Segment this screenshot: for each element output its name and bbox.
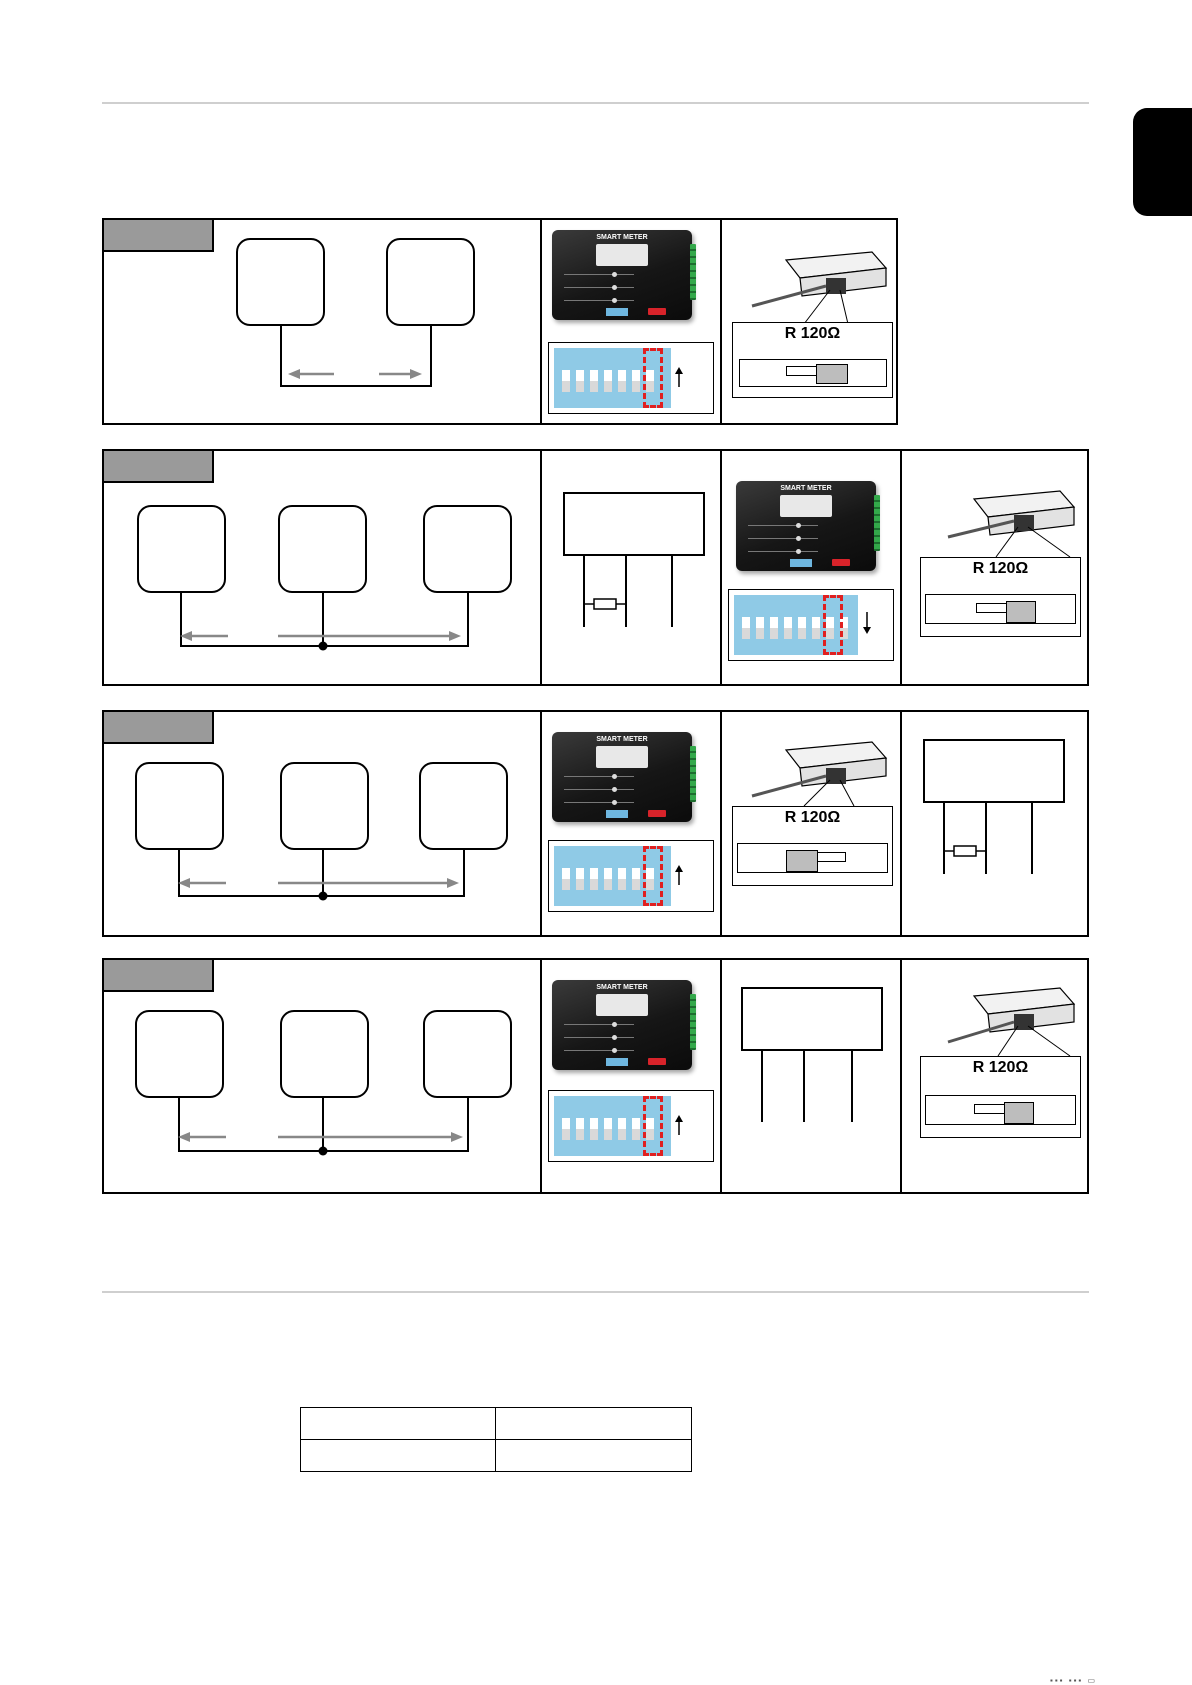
resistor-label: R 120Ω bbox=[972, 560, 1029, 577]
table-cell bbox=[496, 1440, 692, 1472]
table-cell bbox=[301, 1440, 496, 1472]
footer-marks: ▪▪▪ ▪▪▪ ▭ bbox=[1050, 1676, 1098, 1685]
wiring-row-3 bbox=[102, 710, 1089, 937]
meter-dip-cell bbox=[540, 220, 720, 423]
table-cell bbox=[496, 1408, 692, 1440]
table-row bbox=[301, 1440, 692, 1472]
wiring-row-2 bbox=[102, 449, 1089, 686]
table-cell bbox=[301, 1408, 496, 1440]
smart-meter-image: SMART METER bbox=[552, 732, 692, 822]
termination-diagram-cell bbox=[540, 451, 720, 684]
resistor-switch-box bbox=[920, 557, 1081, 637]
spec-table bbox=[300, 1407, 692, 1472]
resistor-switch-box bbox=[732, 322, 893, 398]
language-side-tab[interactable] bbox=[1133, 108, 1192, 216]
meter-dip-cell bbox=[540, 960, 720, 1192]
resistor-switch-on bbox=[816, 364, 848, 384]
resistor-cell bbox=[900, 960, 1089, 1192]
dip-switch-panel bbox=[548, 1090, 714, 1162]
resistor-symbol bbox=[954, 846, 976, 856]
resistor-switch-box bbox=[732, 806, 893, 886]
resistor-label: R 120Ω bbox=[784, 809, 841, 826]
top-rule bbox=[102, 102, 1089, 104]
wiring-row-1 bbox=[102, 218, 898, 425]
dip-switch-panel bbox=[548, 342, 714, 414]
dip-switch-panel bbox=[728, 589, 894, 661]
dip-switch-panel bbox=[548, 840, 714, 912]
table-row bbox=[301, 1408, 692, 1440]
resistor-cell bbox=[720, 712, 900, 935]
resistor-label: R 120Ω bbox=[972, 1059, 1029, 1076]
resistor-switch-box bbox=[920, 1056, 1081, 1138]
termination-diagram bbox=[542, 451, 722, 688]
meter-dip-cell bbox=[720, 451, 900, 684]
smart-meter-image: SMART METER bbox=[552, 980, 692, 1070]
resistor-cell bbox=[900, 451, 1089, 684]
termination-diagram-cell bbox=[720, 960, 900, 1192]
resistor-switch-on bbox=[1006, 601, 1036, 623]
resistor-switch-on bbox=[1004, 1102, 1034, 1124]
termination-diagram bbox=[902, 712, 1091, 939]
resistor-switch-off bbox=[786, 850, 818, 872]
resistor-symbol bbox=[594, 599, 616, 609]
resistor-cell bbox=[720, 220, 898, 423]
wiring-row-4 bbox=[102, 958, 1089, 1194]
smart-meter-image: SMART METER bbox=[552, 230, 692, 320]
resistor-label: R 120Ω bbox=[784, 325, 841, 342]
meter-dip-cell bbox=[540, 712, 720, 935]
termination-diagram-cell bbox=[900, 712, 1089, 935]
termination-diagram bbox=[722, 960, 902, 1196]
smart-meter-image: SMART METER bbox=[736, 481, 876, 571]
section-divider bbox=[102, 1291, 1089, 1293]
